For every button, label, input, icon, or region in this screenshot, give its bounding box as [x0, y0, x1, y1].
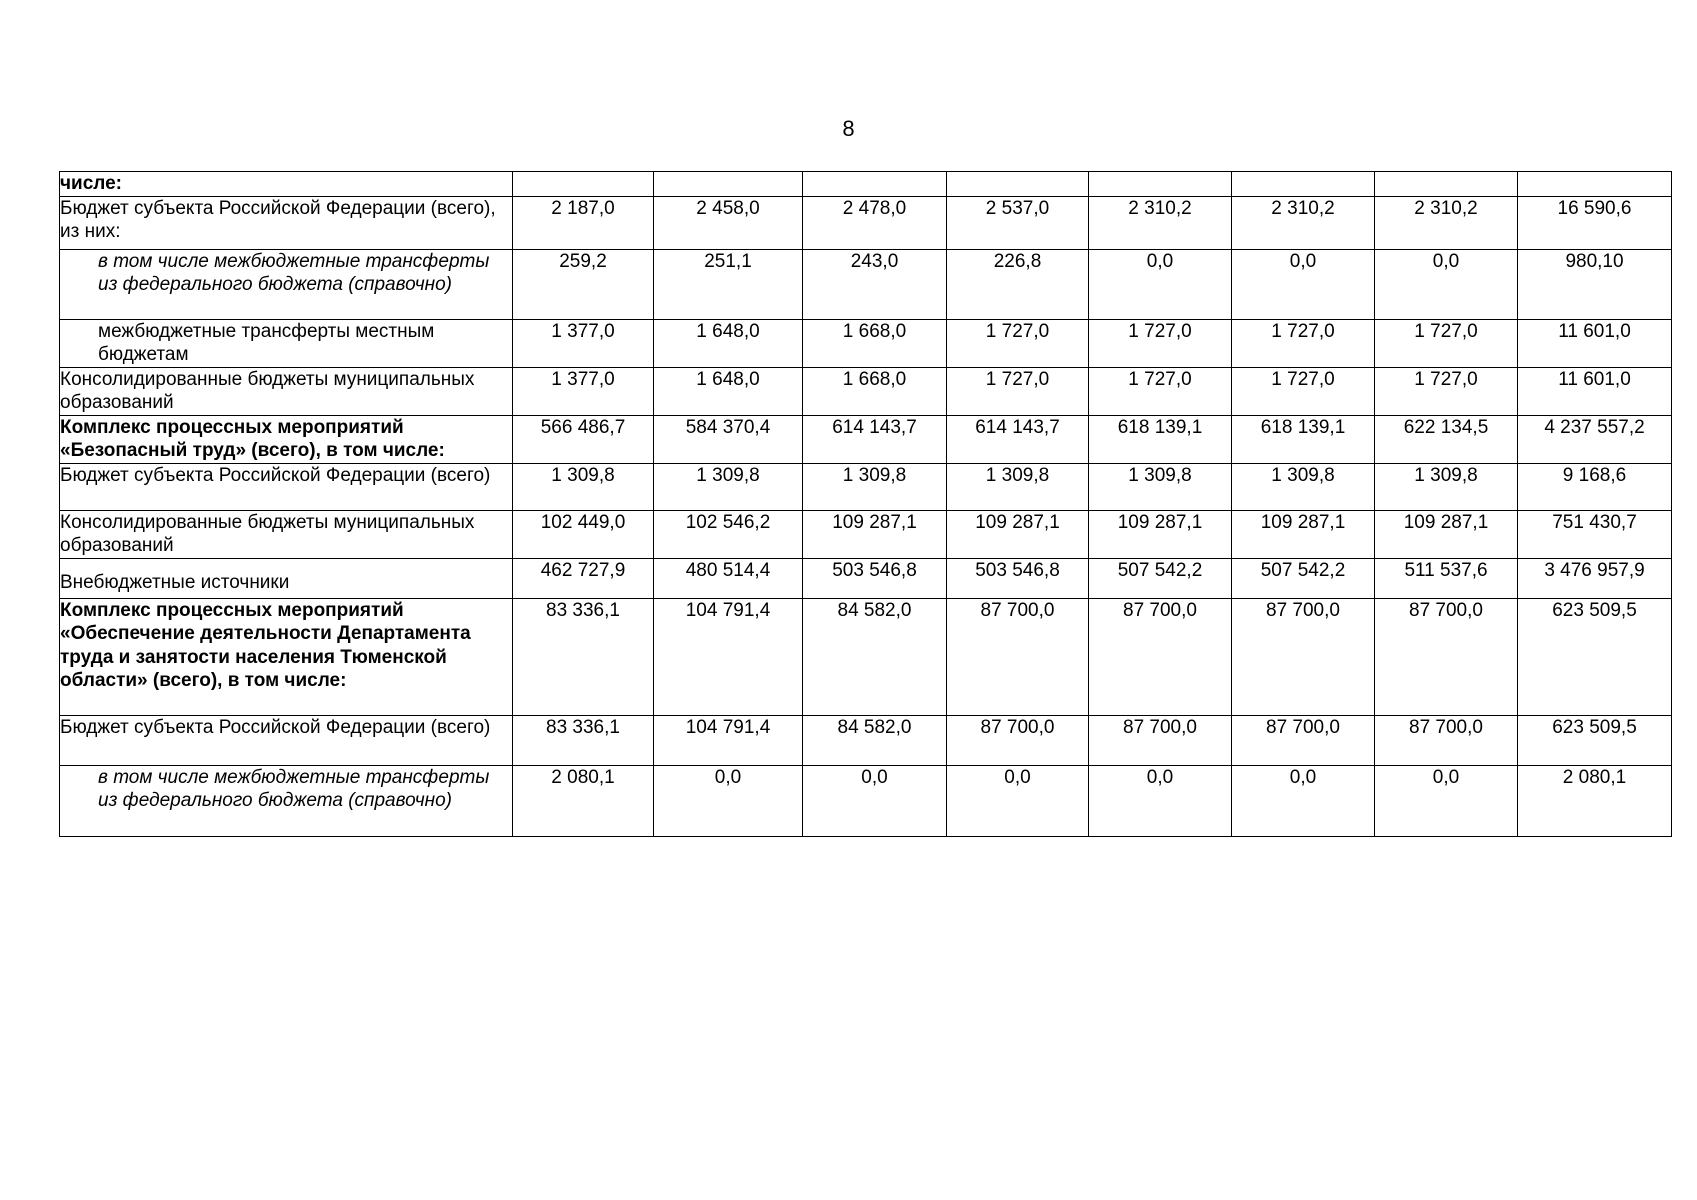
- row-value: 2 310,2: [1232, 196, 1375, 249]
- row-value: 584 370,4: [654, 415, 803, 463]
- row-value: 11 601,0: [1518, 367, 1672, 415]
- row-value: 623 509,5: [1518, 598, 1672, 715]
- row-value: 1 727,0: [1089, 367, 1232, 415]
- row-value: 2 080,1: [513, 765, 654, 836]
- row-value: 1 309,8: [1089, 463, 1232, 510]
- row-value: 751 430,7: [1518, 510, 1672, 558]
- row-value: [513, 172, 654, 197]
- row-value: 87 700,0: [1375, 715, 1518, 765]
- row-value: 11 601,0: [1518, 319, 1672, 367]
- row-value: 83 336,1: [513, 598, 654, 715]
- row-value: 1 727,0: [1232, 367, 1375, 415]
- row-value: 0,0: [1089, 765, 1232, 836]
- row-value: 1 309,8: [947, 463, 1089, 510]
- row-value: 87 700,0: [1089, 598, 1232, 715]
- table-row: [60, 172, 1672, 197]
- row-value: 102 449,0: [513, 510, 654, 558]
- row-value: 1 377,0: [513, 367, 654, 415]
- row-value: 1 668,0: [803, 319, 947, 367]
- table-row: [60, 510, 1672, 558]
- row-value: 507 542,2: [1089, 558, 1232, 598]
- table-row: [60, 249, 1672, 319]
- table-row: [60, 196, 1672, 249]
- row-value: 87 700,0: [947, 598, 1089, 715]
- row-value: 1 648,0: [654, 367, 803, 415]
- row-value: 84 582,0: [803, 715, 947, 765]
- row-label: Бюджет субъекта Российской Федерации (всего): [60, 715, 513, 765]
- row-value: 0,0: [1089, 249, 1232, 319]
- row-label: числе:: [60, 172, 513, 197]
- row-value: 503 546,8: [803, 558, 947, 598]
- row-label: межбюджетные трансферты местным бюджетам: [60, 319, 513, 367]
- row-value: 1 309,8: [654, 463, 803, 510]
- row-value: [654, 172, 803, 197]
- row-value: 1 668,0: [803, 367, 947, 415]
- table-body: [60, 172, 1672, 837]
- table-row: [60, 319, 1672, 367]
- row-value: 2 310,2: [1089, 196, 1232, 249]
- row-value: 618 139,1: [1232, 415, 1375, 463]
- row-value: 623 509,5: [1518, 715, 1672, 765]
- row-value: 1 727,0: [1375, 319, 1518, 367]
- row-value: 2 537,0: [947, 196, 1089, 249]
- row-value: [947, 172, 1089, 197]
- row-label: в том числе межбюджетные трансферты из федерального бюджета (справочно): [60, 765, 513, 836]
- row-label: Бюджет субъекта Российской Федерации (всего), из них:: [60, 196, 513, 249]
- row-value: 2 080,1: [1518, 765, 1672, 836]
- row-value: 1 648,0: [654, 319, 803, 367]
- row-value: [1089, 172, 1232, 197]
- row-value: 104 791,4: [654, 715, 803, 765]
- row-value: [1518, 172, 1672, 197]
- row-value: 614 143,7: [803, 415, 947, 463]
- row-value: 87 700,0: [1089, 715, 1232, 765]
- row-value: 1 309,8: [803, 463, 947, 510]
- row-value: 109 287,1: [1232, 510, 1375, 558]
- row-label: Комплекс процессных мероприятий «Безопасный труд» (всего), в том числе:: [60, 415, 513, 463]
- row-value: 226,8: [947, 249, 1089, 319]
- row-value: 109 287,1: [803, 510, 947, 558]
- row-value: 566 486,7: [513, 415, 654, 463]
- row-value: 480 514,4: [654, 558, 803, 598]
- row-value: 87 700,0: [947, 715, 1089, 765]
- page-number: 8: [842, 116, 855, 141]
- row-label: Внебюджетные источники: [60, 558, 513, 598]
- row-value: 243,0: [803, 249, 947, 319]
- row-value: 614 143,7: [947, 415, 1089, 463]
- row-value: 109 287,1: [1089, 510, 1232, 558]
- row-value: 0,0: [1232, 765, 1375, 836]
- row-value: 259,2: [513, 249, 654, 319]
- row-value: 2 187,0: [513, 196, 654, 249]
- row-value: 83 336,1: [513, 715, 654, 765]
- row-value: 1 727,0: [1232, 319, 1375, 367]
- table-row: [60, 415, 1672, 463]
- row-value: 87 700,0: [1375, 598, 1518, 715]
- row-value: 0,0: [803, 765, 947, 836]
- row-value: 0,0: [1375, 249, 1518, 319]
- row-value: 2 310,2: [1375, 196, 1518, 249]
- row-value: 0,0: [1375, 765, 1518, 836]
- row-label: Комплекс процессных мероприятий «Обеспечение деятельности Департамента труда и занятости населения Тюменской области» (всего), в том числе:: [60, 598, 513, 715]
- row-value: 980,10: [1518, 249, 1672, 319]
- row-value: 2 478,0: [803, 196, 947, 249]
- row-value: [1232, 172, 1375, 197]
- row-value: [1375, 172, 1518, 197]
- row-value: 102 546,2: [654, 510, 803, 558]
- row-value: 3 476 957,9: [1518, 558, 1672, 598]
- row-value: 4 237 557,2: [1518, 415, 1672, 463]
- row-value: 1 377,0: [513, 319, 654, 367]
- row-value: 1 309,8: [1375, 463, 1518, 510]
- row-value: [803, 172, 947, 197]
- row-value: 1 309,8: [1232, 463, 1375, 510]
- row-value: 503 546,8: [947, 558, 1089, 598]
- table-row: [60, 367, 1672, 415]
- table-row: [60, 558, 1672, 598]
- table-row: [60, 715, 1672, 765]
- row-value: 16 590,6: [1518, 196, 1672, 249]
- row-value: 251,1: [654, 249, 803, 319]
- row-value: 0,0: [1232, 249, 1375, 319]
- row-value: 1 727,0: [1375, 367, 1518, 415]
- row-value: 1 309,8: [513, 463, 654, 510]
- row-value: 109 287,1: [1375, 510, 1518, 558]
- row-value: 618 139,1: [1089, 415, 1232, 463]
- budget-table: [59, 171, 1672, 837]
- row-label: в том числе межбюджетные трансферты из федерального бюджета (справочно): [60, 249, 513, 319]
- row-label: Бюджет субъекта Российской Федерации (всего): [60, 463, 513, 510]
- row-value: 0,0: [654, 765, 803, 836]
- row-label: Консолидированные бюджеты муниципальных образований: [60, 367, 513, 415]
- row-value: 511 537,6: [1375, 558, 1518, 598]
- table-row: [60, 765, 1672, 836]
- row-value: 622 134,5: [1375, 415, 1518, 463]
- row-value: 84 582,0: [803, 598, 947, 715]
- row-label: Консолидированные бюджеты муниципальных образований: [60, 510, 513, 558]
- row-value: 462 727,9: [513, 558, 654, 598]
- row-value: 507 542,2: [1232, 558, 1375, 598]
- row-value: 1 727,0: [1089, 319, 1232, 367]
- row-value: 109 287,1: [947, 510, 1089, 558]
- table-row: [60, 598, 1672, 715]
- row-value: 0,0: [947, 765, 1089, 836]
- row-value: 1 727,0: [947, 319, 1089, 367]
- row-value: 87 700,0: [1232, 715, 1375, 765]
- row-value: 104 791,4: [654, 598, 803, 715]
- row-value: 9 168,6: [1518, 463, 1672, 510]
- row-value: 87 700,0: [1232, 598, 1375, 715]
- row-value: 1 727,0: [947, 367, 1089, 415]
- table-row: [60, 463, 1672, 510]
- row-value: 2 458,0: [654, 196, 803, 249]
